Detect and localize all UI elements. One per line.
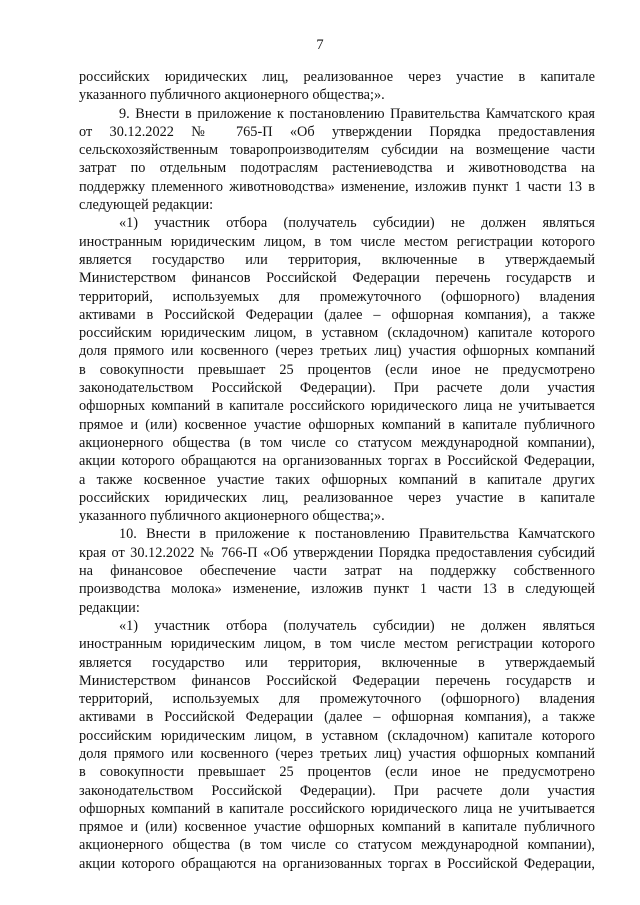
text-line: иностранным юридическим лицом, в том числе местом регистрации которого	[79, 636, 595, 653]
text-line: российским юридическим лицом, в уставном (складочном) капитале которого	[79, 727, 595, 744]
text-line: в совокупности превышает 25 процентов (если иное не предусмотрено	[79, 764, 595, 781]
text-line: российских юридических лиц, реализованное через участие в капитале	[79, 69, 595, 85]
text-line: указанного публичного акционерного общества;».	[79, 508, 385, 525]
text-line: «1) участник отбора (получатель субсидии) не должен являться	[119, 617, 595, 634]
text-line: доля прямого или косвенного (через третьих лиц) участия офшорных компаний	[79, 343, 595, 360]
text-line: офшорных компаний в капитале российского юридического лица не учитывается	[79, 800, 595, 817]
text-line: иностранным юридическим лицом, в том числе местом регистрации которого	[79, 233, 595, 250]
text-line: прямое и (или) косвенное участие офшорных компаний в капитале публичного	[79, 416, 595, 433]
text-line: акции которого обращаются на организованных торгах в Российской Федерации,	[79, 855, 595, 872]
text-line: законодательством Российской Федерации). При расчете доли участия	[79, 380, 595, 397]
text-line: указанного публичного акционерного общества;».	[79, 87, 385, 104]
page-number: 7	[316, 37, 324, 53]
document-body	[79, 68, 595, 873]
text-line: акционерного общества (в том числе со статусом международной компании),	[79, 434, 595, 451]
text-line: территорий, используемых для промежуточного (офшорного) владения	[79, 691, 595, 708]
text-line: 9. Внести в приложение к постановлению Правительства Камчатского края	[119, 105, 595, 122]
text-line: на финансовое обеспечение части затрат на поддержку собственного	[79, 563, 595, 580]
text-line: законодательством Российской Федерации). При расчете доли участия	[79, 782, 595, 799]
text-line: следующей редакции:	[79, 197, 214, 214]
text-line: является государство или территория, включенные в утверждаемый	[79, 654, 595, 671]
text-line: активами в Российской Федерации (далее – офшорная компания), а также	[79, 306, 595, 323]
text-line: Министерством финансов Российской Федерации перечень государств и	[79, 270, 595, 287]
text-line: поддержку племенного животноводства» изменение, изложив пункт 1 части 13 в	[79, 178, 595, 195]
text-line: Министерством финансов Российской Федерации перечень государств и	[79, 672, 595, 689]
text-line: редакции:	[79, 599, 140, 616]
text-line: сельскохозяйственным товаропроизводителям субсидии на возмещение части	[79, 142, 595, 159]
text-line: 10. Внести в приложение к постановлению Правительства Камчатского	[119, 526, 595, 543]
text-line: офшорных компаний в капитале российского юридического лица не учитывается	[79, 398, 595, 415]
text-line: акции которого обращаются на организованных торгах в Российской Федерации,	[79, 453, 595, 470]
text-line: а также косвенное участие таких офшорных компаний в капитале других	[79, 471, 595, 488]
text-line: затрат по отдельным подотраслям растениеводства и животноводства на	[79, 160, 595, 177]
text-line: в совокупности превышает 25 процентов (если иное не предусмотрено	[79, 361, 595, 378]
text-line: российским юридическим лицом, в уставном (складочном) капитале которого	[79, 325, 595, 342]
text-line: от 30.12.2022 № 765-П «Об утверждении Порядка предоставления	[79, 123, 595, 140]
text-line: активами в Российской Федерации (далее – офшорная компания), а также	[79, 709, 595, 726]
text-line: производства молока» изменение, изложив пункт 1 части 13 в следующей	[79, 581, 595, 598]
text-line: прямое и (или) косвенное участие офшорных компаний в капитале публичного	[79, 819, 595, 836]
text-line: «1) участник отбора (получатель субсидии) не должен являться	[119, 215, 595, 232]
text-line: является государство или территория, включенные в утверждаемый	[79, 251, 595, 268]
text-line: акционерного общества (в том числе со статусом международной компании),	[79, 837, 595, 854]
text-line: края от 30.12.2022 № 766-П «Об утверждении Порядка предоставления субсидий	[79, 544, 595, 561]
text-line: доля прямого или косвенного (через третьих лиц) участия офшорных компаний	[79, 745, 595, 762]
text-line: территорий, используемых для промежуточного (офшорного) владения	[79, 288, 595, 305]
text-line: российских юридических лиц, реализованное через участие в капитале	[79, 489, 595, 506]
